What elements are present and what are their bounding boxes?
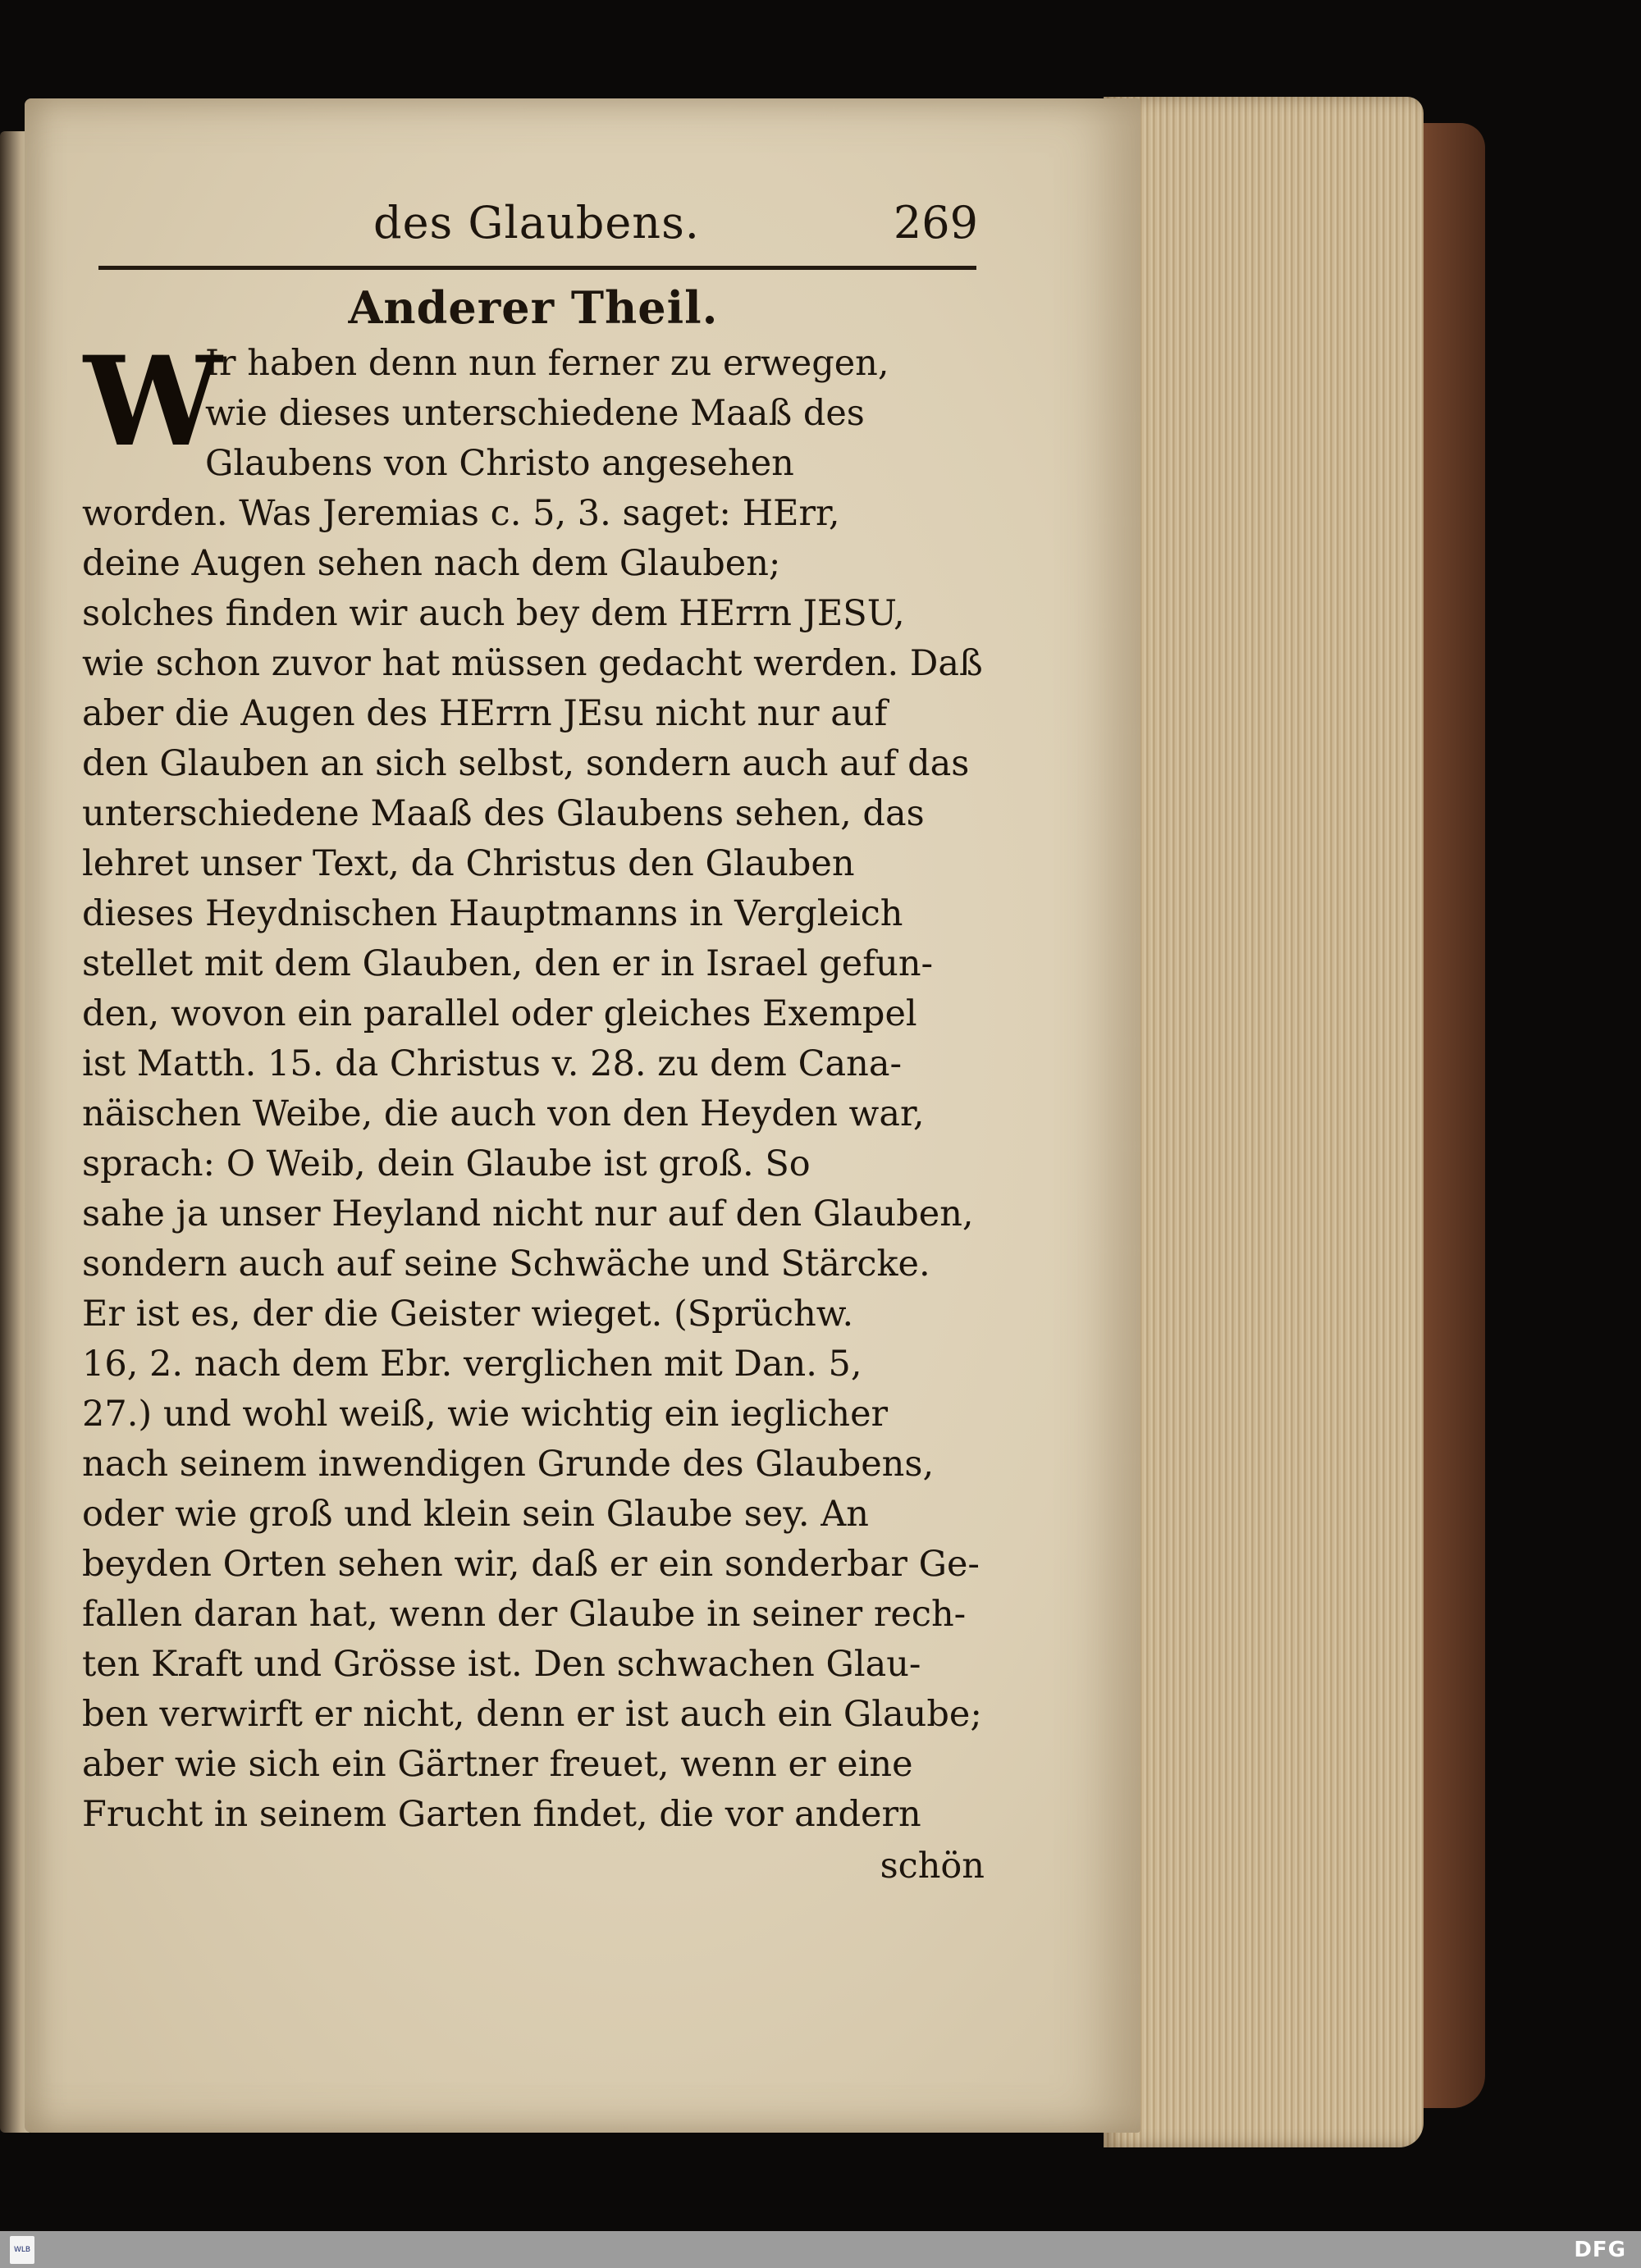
text-line: den, wovon ein parallel oder gleiches Exempel bbox=[82, 993, 917, 1034]
book-fore-edge bbox=[1104, 97, 1424, 2147]
text-line: sondern auch auf seine Schwäche und Stärcke. bbox=[82, 1244, 930, 1285]
header-rule bbox=[98, 266, 976, 270]
text-line: ist Matth. 15. da Christus v. 28. zu dem Cana- bbox=[82, 1043, 902, 1084]
text-line: oder wie groß und klein sein Glaube sey. An bbox=[82, 1494, 869, 1535]
text-line: dieses Heydnischen Hauptmanns in Vergleich bbox=[82, 893, 903, 934]
running-head-title: des Glaubens. bbox=[373, 197, 700, 249]
text-line: aber wie sich ein Gärtner freuet, wenn er eine bbox=[82, 1744, 913, 1785]
text-line: Er ist es, der die Geister wieget. (Sprüchw. bbox=[82, 1294, 854, 1335]
text-line: ben verwirft er nicht, denn er ist auch ein Glaube; bbox=[82, 1694, 982, 1735]
text-line: unterschiedene Maaß des Glaubens sehen, das bbox=[82, 793, 925, 834]
text-line: nach seinem inwendigen Grunde des Glaubens, bbox=[82, 1444, 935, 1485]
page-text bbox=[82, 197, 985, 1892]
running-head bbox=[82, 197, 985, 262]
page-number: 269 bbox=[893, 197, 978, 249]
section-title: Anderer Theil. bbox=[348, 281, 719, 334]
initial-letter: W bbox=[84, 330, 222, 474]
library-logo-icon: WLB bbox=[10, 2236, 34, 2264]
text-line: lehret unser Text, da Christus den Glauben bbox=[82, 843, 855, 884]
text-line: ten Kraft und Grösse ist. Den schwachen Glau- bbox=[82, 1644, 921, 1685]
text-line: Glaubens von Christo angesehen bbox=[205, 443, 794, 484]
footer-bar bbox=[0, 2231, 1641, 2268]
text-line: 27.) und wohl weiß, wie wichtig ein ieglicher bbox=[82, 1394, 889, 1435]
text-line: näischen Weibe, die auch von den Heyden war, bbox=[82, 1093, 925, 1134]
catchword: schön bbox=[880, 1846, 985, 1887]
text-line: aber die Augen des HErrn JEsu nicht nur auf bbox=[82, 693, 888, 734]
text-line: 16, 2. nach dem Ebr. verglichen mit Dan. 5, bbox=[82, 1344, 862, 1385]
text-line: beyden Orten sehen wir, daß er ein sonderbar Ge- bbox=[82, 1544, 980, 1585]
text-line: den Glauben an sich selbst, sondern auch auf das bbox=[82, 743, 970, 784]
text-line: worden. Was Jeremias c. 5, 3. saget: HErr, bbox=[82, 493, 840, 534]
text-line: solches finden wir auch bey dem HErrn JESU, bbox=[82, 593, 905, 634]
text-line: Ir haben denn nun ferner zu erwegen, bbox=[205, 343, 889, 384]
text-line: sahe ja unser Heyland nicht nur auf den Glauben, bbox=[82, 1193, 974, 1234]
text-line: fallen daran hat, wenn der Glaube in seiner rech- bbox=[82, 1594, 967, 1635]
text-line: sprach: O Weib, dein Glaube ist groß. So bbox=[82, 1143, 811, 1184]
dfg-logo: DFG bbox=[1574, 2238, 1626, 2262]
text-line: deine Augen sehen nach dem Glauben; bbox=[82, 543, 781, 584]
text-line: wie schon zuvor hat müssen gedacht werden. Daß bbox=[82, 643, 983, 684]
text-line: stellet mit dem Glauben, den er in Israel gefun- bbox=[82, 943, 934, 984]
text-line: Frucht in seinem Garten findet, die vor andern bbox=[82, 1794, 921, 1835]
text-line: wie dieses unterschiedene Maaß des bbox=[205, 393, 865, 434]
body-paragraph bbox=[82, 330, 985, 1840]
